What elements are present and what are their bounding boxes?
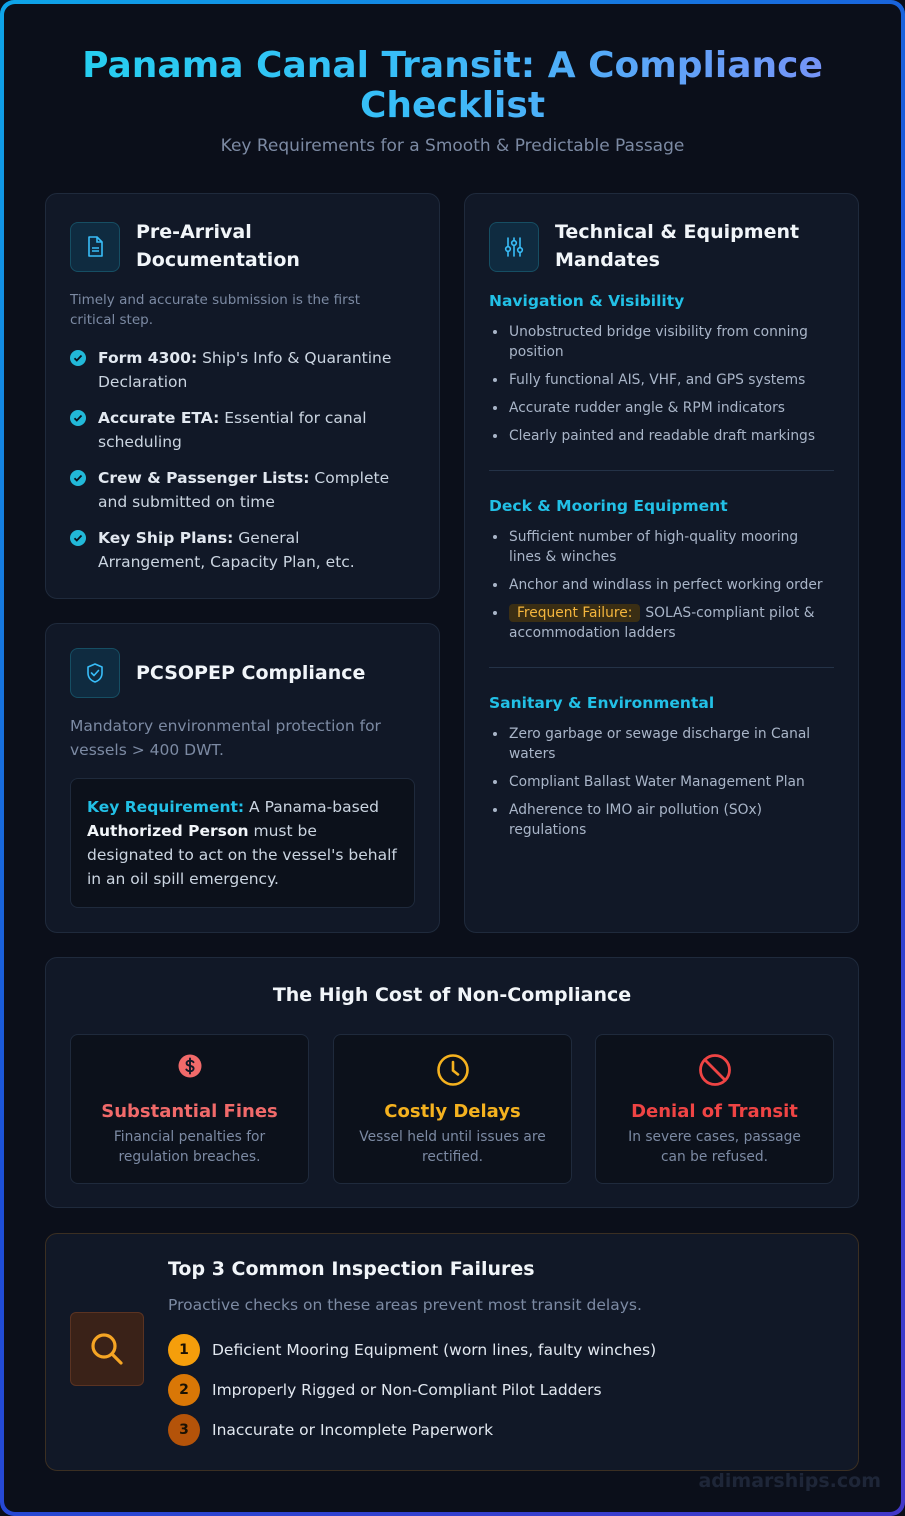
failures-title: Top 3 Common Inspection Failures bbox=[168, 1258, 535, 1280]
cost-box-delays bbox=[333, 1034, 572, 1184]
checklist-item-label: Crew & Passenger Lists: bbox=[98, 469, 310, 487]
list-item: Anchor and windlass in perfect working order bbox=[489, 575, 829, 595]
check-circle-icon bbox=[70, 470, 86, 486]
section-heading-navigation: Navigation & Visibility bbox=[489, 292, 685, 310]
technical-title: Technical & Equipment Mandates bbox=[555, 221, 800, 271]
check-circle-icon bbox=[70, 530, 86, 546]
document-icon bbox=[70, 222, 120, 272]
failure-item bbox=[168, 1334, 656, 1366]
failure-text: Improperly Rigged or Non-Compliant Pilot Ladders bbox=[212, 1381, 602, 1399]
checklist-item-text: General Arrangement, Capacity Plan, etc. bbox=[98, 529, 355, 571]
list-item: Unobstructed bridge visibility from conning position bbox=[489, 322, 829, 362]
pre-arrival-intro: Timely and accurate submission is the first critical step. bbox=[70, 292, 361, 328]
pre-arrival-title: Pre-Arrival Documentation bbox=[136, 221, 300, 271]
page-subtitle: Key Requirements for a Smooth & Predictable Passage bbox=[220, 136, 685, 156]
cost-description: Vessel held until issues are rectified. bbox=[359, 1129, 546, 1165]
prohibited-icon bbox=[698, 1053, 732, 1091]
pre-arrival-card bbox=[45, 193, 440, 599]
sliders-icon bbox=[489, 222, 539, 272]
cost-box-denial bbox=[595, 1034, 834, 1184]
checklist-item bbox=[70, 346, 410, 394]
checklist-item-text: Ship's Info & Quarantine Declaration bbox=[98, 349, 392, 391]
cost-heading: Costly Delays bbox=[384, 1101, 521, 1122]
cost-description: Financial penalties for regulation breaches. bbox=[113, 1129, 266, 1165]
cost-heading: Substantial Fines bbox=[101, 1101, 278, 1122]
search-icon bbox=[70, 1312, 144, 1386]
number-badge: 2 bbox=[168, 1374, 200, 1406]
divider bbox=[489, 470, 834, 471]
page-content bbox=[4, 4, 901, 1512]
page-title: Panama Canal Transit: A Compliance Checklist bbox=[4, 46, 901, 126]
frequent-failure-badge: Frequent Failure: bbox=[509, 604, 640, 622]
divider bbox=[489, 667, 834, 668]
list-item-text: SOLAS-compliant pilot & accommodation ladders bbox=[509, 605, 815, 641]
checklist-item-text: Complete and submitted on time bbox=[98, 469, 390, 511]
checklist-item bbox=[70, 466, 410, 514]
list-item: Clearly painted and readable draft markings bbox=[489, 426, 829, 446]
checklist-item bbox=[70, 526, 410, 574]
list-item: Accurate rudder angle & RPM indicators bbox=[489, 398, 829, 418]
cost-description: In severe cases, passage can be refused. bbox=[628, 1129, 801, 1165]
list-item bbox=[489, 603, 829, 643]
failure-item bbox=[168, 1374, 602, 1406]
section-heading-deck: Deck & Mooring Equipment bbox=[489, 497, 728, 515]
sanitary-list bbox=[489, 724, 829, 848]
inspection-failures-card bbox=[45, 1233, 859, 1471]
technical-card bbox=[464, 193, 859, 933]
failure-text: Deficient Mooring Equipment (worn lines, faulty winches) bbox=[212, 1341, 657, 1359]
failures-subtitle: Proactive checks on these areas prevent most transit delays. bbox=[168, 1296, 642, 1314]
key-requirement-text: A Panama-based bbox=[249, 798, 380, 816]
key-requirement-label: Key Requirement: bbox=[87, 798, 245, 816]
number-badge: 1 bbox=[168, 1334, 200, 1366]
checklist-item bbox=[70, 406, 410, 454]
failure-item bbox=[168, 1414, 493, 1446]
check-circle-icon bbox=[70, 410, 86, 426]
pcsopep-intro: Mandatory environmental protection for vessels > 400 DWT. bbox=[70, 717, 381, 759]
section-heading-sanitary: Sanitary & Environmental bbox=[489, 694, 715, 712]
list-item: Zero garbage or sewage discharge in Canal waters bbox=[489, 724, 829, 764]
number-badge: 3 bbox=[168, 1414, 200, 1446]
authorized-person-text: Authorized Person bbox=[87, 822, 249, 840]
checklist-item-label: Key Ship Plans: bbox=[98, 529, 234, 547]
key-requirement-text: must be designated to act on the vessel's behalf in an oil spill emergency. bbox=[87, 822, 397, 888]
dollar-icon bbox=[177, 1053, 203, 1083]
cost-heading: Denial of Transit bbox=[631, 1101, 798, 1122]
cost-title: The High Cost of Non-Compliance bbox=[272, 984, 632, 1006]
checklist-item-label: Accurate ETA: bbox=[98, 409, 220, 427]
checklist-item-text: Essential for canal scheduling bbox=[98, 409, 367, 451]
watermark: adimarships.com bbox=[698, 1470, 881, 1492]
cost-box-fines bbox=[70, 1034, 309, 1184]
shield-check-icon bbox=[70, 648, 120, 698]
clock-icon bbox=[436, 1053, 470, 1091]
list-item: Compliant Ballast Water Management Plan bbox=[489, 772, 829, 792]
list-item: Fully functional AIS, VHF, and GPS systems bbox=[489, 370, 829, 390]
list-item: Sufficient number of high-quality mooring lines & winches bbox=[489, 527, 829, 567]
navigation-list bbox=[489, 322, 829, 454]
pcsopep-title: PCSOPEP Compliance bbox=[136, 662, 366, 684]
failure-text: Inaccurate or Incomplete Paperwork bbox=[212, 1421, 494, 1439]
check-circle-icon bbox=[70, 350, 86, 366]
cost-card bbox=[45, 957, 859, 1208]
deck-list bbox=[489, 527, 829, 651]
list-item: Adherence to IMO air pollution (SOx) regulations bbox=[489, 800, 829, 840]
key-requirement-box bbox=[70, 778, 415, 908]
pcsopep-card bbox=[45, 623, 440, 933]
checklist-item-label: Form 4300: bbox=[98, 349, 198, 367]
